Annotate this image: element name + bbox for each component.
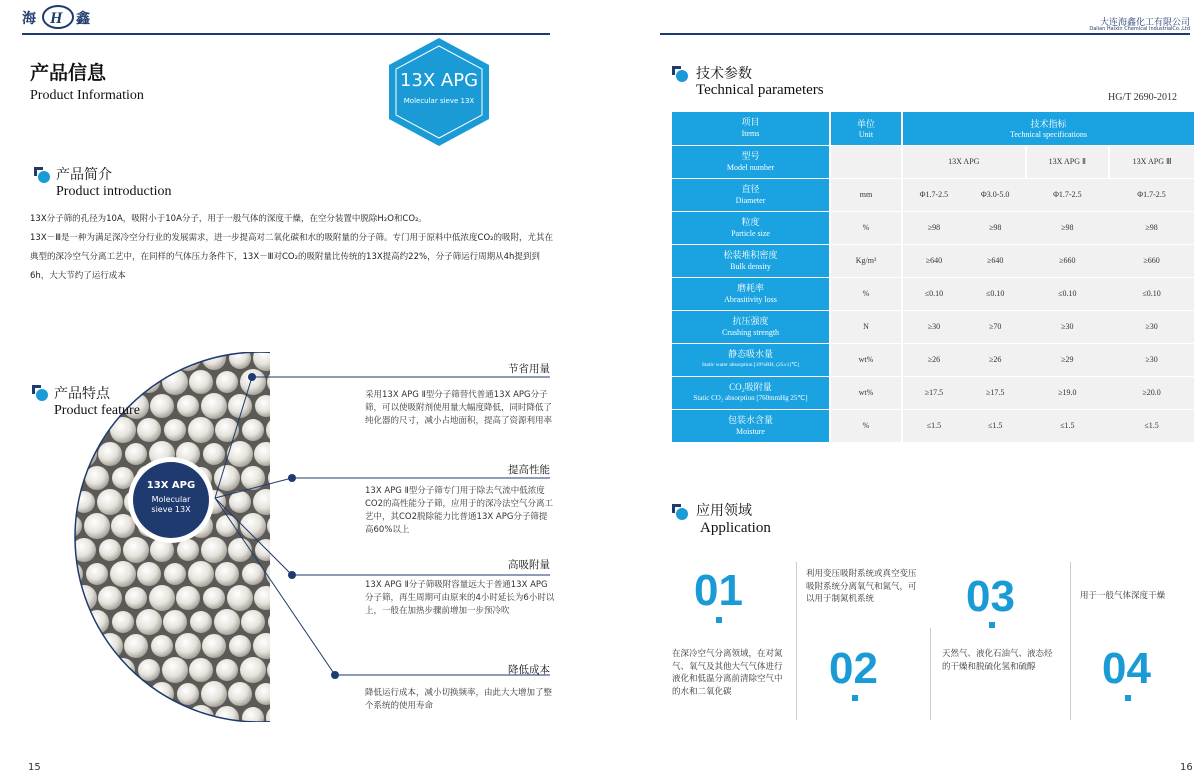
hexagon-badge xyxy=(385,36,493,148)
company-name-cn: 大连海鑫化工有限公司 xyxy=(1099,18,1190,28)
feature-badge-sub-line1: Molecular xyxy=(151,495,191,504)
intro-paragraph-1: 13X分子筛的孔径为10A，吸附小于10A分子，用于一般气体的深度干燥，在空分装置中脱除H₂O和CO₂。 xyxy=(30,214,427,224)
feature-text-3: 13X APG Ⅱ分子筛吸附容量远大于普通13X APG分子筛，再生周期可由原来的4小时延长为6小时以上，一般在加热步骤前增加一步预冷吹 xyxy=(365,580,555,616)
hexagon-subtitle: Molecular sieve 13X xyxy=(403,97,475,105)
table-row: 型号 Model number 13X APG 13X APG Ⅱ 13X APG Ⅲ xyxy=(672,145,1194,178)
app-divider xyxy=(1070,562,1071,720)
feature-head-3: 高吸附量 xyxy=(508,559,550,571)
company-logo xyxy=(22,4,94,30)
app-divider xyxy=(796,562,797,720)
page-title-cn: 产品信息 xyxy=(30,62,107,84)
header-divider-right xyxy=(660,33,1190,35)
page-number-left: 15 xyxy=(28,762,41,773)
table-row: 抗压强度 Crushing strength N ≥30 ≥70 ≥30 ≥30 xyxy=(672,310,1194,343)
header-items: 项目 Items xyxy=(672,112,830,145)
app-text-1: 在深冷空气分离领域，在对氮气、氧气及其他大气气体进行液化和低温分离前清除空气中的水和二氧化碳 xyxy=(672,649,783,697)
company-name-en: Dalian Haixin Chemical IndustrialCo.,Ltd xyxy=(1089,26,1190,32)
page-title-en: Product Information xyxy=(30,88,144,103)
tech-title-cn: 技术参数 xyxy=(696,66,752,82)
section-icon xyxy=(30,383,48,401)
section-icon xyxy=(670,502,688,520)
feature-text-2: 13X APG Ⅱ型分子筛专门用于除去气流中低浓度CO2的高性能分子筛，应用于的深冷法空气分离工艺中，其CO2脱除能力比普通13X APG分子筛提高60%以上 xyxy=(365,486,554,535)
app-divider xyxy=(930,628,931,720)
table-header-row xyxy=(672,112,1194,145)
feature-head-4: 降低成本 xyxy=(508,664,550,676)
section-icon xyxy=(670,64,688,82)
intro-title-cn: 产品简介 xyxy=(56,167,112,183)
table-row: CO₂吸附量 Static CO₂ absorption [760mmHg 25℃] wt% ≥17.5 ≥17.5 ≥19.0 ≥20.0 xyxy=(672,376,1194,409)
page-number-right: 16 xyxy=(1180,762,1193,773)
table-row: 包装水含量 Moisture % ≤1.5 ≤1.5 ≤1.5 ≤1.5 xyxy=(672,409,1194,442)
app-text-4: 用于一般气体深度干燥 xyxy=(1080,591,1166,601)
app-dot-3 xyxy=(989,622,995,628)
feature-title-en: Product feature xyxy=(54,403,140,418)
header-divider-left xyxy=(22,33,550,35)
table-row: 松装堆积密度 Bulk density Kg/m³ ≥640 ≥640 ≥660 ≥660 xyxy=(672,244,1194,277)
svg-text:H: H xyxy=(50,10,63,27)
tech-title-en: Technical parameters xyxy=(696,82,824,98)
app-text-2: 利用变压吸附系统或真空变压吸附系统分离氧气和氮气，可以用于制氮机系统 xyxy=(806,569,917,604)
feature-text-4: 降低运行成本，减小切换频率，由此大大增加了整个系统的使用寿命 xyxy=(365,688,553,711)
section-icon xyxy=(32,165,50,183)
spec-table xyxy=(672,112,1194,443)
app-dot-1 xyxy=(716,617,722,623)
feature-badge-title: 13X APG xyxy=(146,480,196,491)
svg-text:鑫: 鑫 xyxy=(76,11,90,27)
intro-text xyxy=(30,210,555,286)
header-unit: 单位 Unit xyxy=(830,112,902,145)
hexagon-title: 13X APG xyxy=(399,70,479,91)
intro-paragraph-2: 13X－Ⅲ是一种为满足深冷空分行业的发展需求，进一步提高对二氧化碳和水的吸附量的分子筛。专门用于原料中低浓度CO₂的吸附，尤其在典型的深冷空气分离工艺中，在同样的气体压力条件下，13X－Ⅲ对CO₂的吸附量比传统的13X提高约22%，分子筛运行周期从4h提到到6h，大大节约了运行成本 xyxy=(30,233,554,281)
intro-title-en: Product introduction xyxy=(56,184,172,199)
svg-text:海: 海 xyxy=(22,11,36,27)
table-row: 磨耗率 Abrasitivity loss % ≤0.10 ≤0.10 ≤0.10 ≤0.10 xyxy=(672,277,1194,310)
feature-badge-sub-line2: sieve 13X xyxy=(151,505,191,514)
app-number-3: 03 xyxy=(966,572,1015,621)
app-dot-2 xyxy=(852,695,858,701)
app-dot-4 xyxy=(1125,695,1131,701)
feature-text-1: 采用13X APG Ⅱ型分子筛替代普通13X APG分子筛，可以使吸附剂使用量大幅度降低，同时降低了纯化器的尺寸，减小占地面积，提高了资源利用率 xyxy=(365,390,553,426)
app-number-1: 01 xyxy=(694,566,743,615)
feature-title-cn: 产品特点 xyxy=(54,386,110,402)
feature-head-2: 提高性能 xyxy=(508,464,550,476)
tech-standard: HG/T 2690-2012 xyxy=(1108,92,1177,103)
app-text-3: 天然气、液化石油气、液态烃的干燥和脱硫化氢和硫醇 xyxy=(942,649,1053,672)
app-title-en: Application xyxy=(700,520,771,536)
header-spec: 技术指标 Technical specifications xyxy=(902,112,1194,145)
feature-head-1: 节省用量 xyxy=(508,363,550,375)
table-row: 静态吸水量 Static water absorption [10%RH, (25±1)℃] wt% ≥26 ≥26 ≥29 ≥30 xyxy=(672,343,1194,376)
table-row: 直径 Diameter mm Φ1.7-2.5 Φ3.0-5.0 Φ1.7-2.5 Φ1.7-2.5 xyxy=(672,178,1194,211)
app-title-cn: 应用领域 xyxy=(696,503,752,519)
app-number-2: 02 xyxy=(829,644,878,693)
table-row: 粒度 Particle size % ≥98 ≥98 ≥98 ≥98 xyxy=(672,211,1194,244)
app-number-4: 04 xyxy=(1102,644,1151,693)
